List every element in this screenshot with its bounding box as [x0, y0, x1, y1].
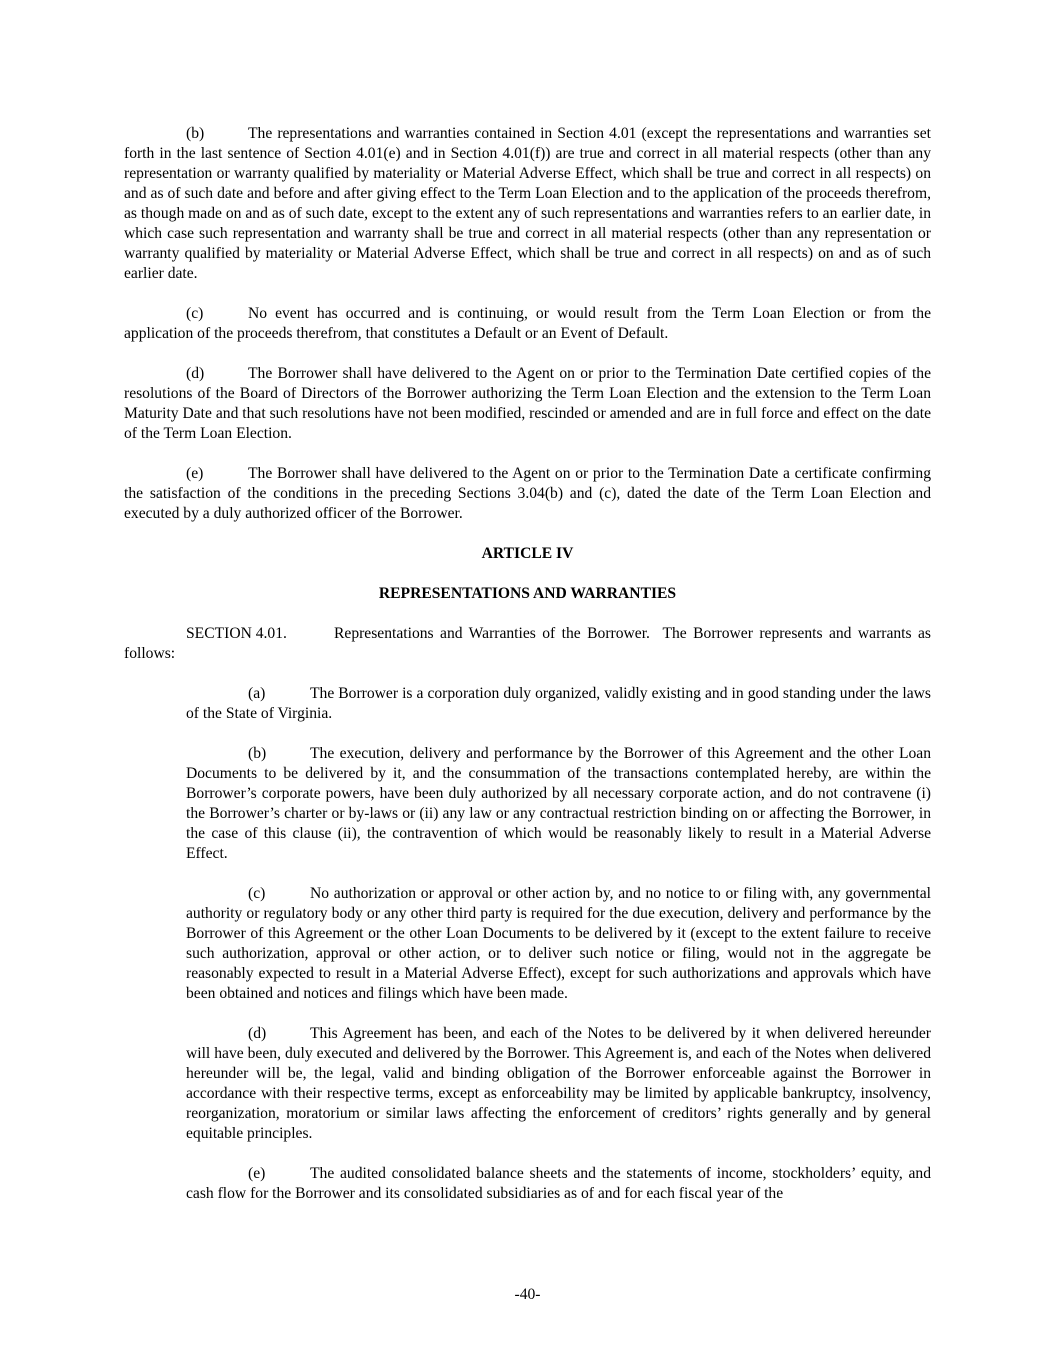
paragraph-d: [124, 364, 931, 444]
paragraph-e: [124, 464, 931, 524]
section-4-01: [124, 624, 931, 664]
paragraph-text: The Borrower shall have delivered to the Agent on or prior to the Termination Date certified copies of the resolutions of the Board of Directors of the Borrower authorizing the Term Loan Election and the extension to the Term Loan Maturity Date and that such resolutions have not been modified, rescinded or amended and are in full force and effect on the date of the Term Loan Election.: [124, 365, 931, 442]
paragraph-label: (d): [186, 365, 205, 382]
subparagraph-text: The execution, delivery and performance by the Borrower of this Agreement and the other Loan Documents to be delivered by it, and the consummation of the transactions contemplated hereby, are within the Borrower’s corporate powers, have been duly authorized by all necessary corporate action, and do not contravene (i) the Borrower’s charter or by-laws or (ii) any law or any contractual restriction binding on or affecting the Borrower, in the case of this clause (ii), the contravention of which would be reasonably likely to result in a Material Adverse Effect.: [186, 745, 931, 862]
subparagraph-text: This Agreement has been, and each of the Notes to be delivered by it when delivered hereunder will have been, duly executed and delivered by the Borrower. This Agreement is, and each of the Notes when delivered hereunder will be, the legal, valid and binding obligation of the Borrower enforceable against the Borrower in accordance with their respective terms, except as enforceability may be limited by applicable bankruptcy, insolvency, reorganization, moratorium or similar laws affecting the enforcement of creditors’ rights generally and by general equitable principles.: [186, 1025, 931, 1142]
paragraph-text: The Borrower shall have delivered to the Agent on or prior to the Termination Date a certificate confirming the satisfaction of the conditions in the preceding Sections 3.04(b) and (c), dated the date of the Term Loan Election and executed by a duly authorized officer of the Borrower.: [124, 465, 931, 522]
subparagraph-text: The Borrower is a corporation duly organized, validly existing and in good standing under the laws of the State of Virginia.: [186, 685, 931, 722]
section-number: SECTION 4.01.: [186, 625, 287, 642]
page-number: -40-: [514, 1286, 541, 1303]
subparagraph-e: [186, 1164, 931, 1204]
subparagraph-label: (b): [248, 745, 267, 762]
subparagraph-text: No authorization or approval or other action by, and no notice to or filing with, any governmental authority or regulatory body or any other third party is required for the due execution, delivery and performance by the Borrower of this Agreement or the other Loan Documents to be delivered by it (except to the extent failure to receive such authorization, approval or other action, or to deliver such notice or filing, would not in the aggregate be reasonably expected to result in a Material Adverse Effect), except for such authorizations and approvals which have been obtained and notices and filings which have been made.: [186, 885, 931, 1002]
page-body: [124, 124, 931, 1224]
paragraph-b: [124, 124, 931, 284]
subparagraph-label: (d): [248, 1025, 267, 1042]
subparagraph-label: (c): [248, 885, 266, 902]
section-text: The Borrower represents and warrants as follows:: [124, 625, 931, 662]
paragraph-label: (b): [186, 125, 205, 142]
article-title: REPRESENTATIONS AND WARRANTIES: [378, 585, 677, 602]
subparagraph-label: (a): [248, 685, 266, 702]
paragraph-text: No event has occurred and is continuing, or would result from the Term Loan Election or from the application of the proceeds therefrom, that constitutes a Default or an Event of Default.: [124, 305, 931, 342]
subparagraph-text: The audited consolidated balance sheets and the statements of income, stockholders’ equity, and cash flow for the Borrower and its consolidated subsidiaries as of and for each fiscal year of the: [186, 1165, 931, 1202]
paragraph-text: The representations and warranties contained in Section 4.01 (except the representations and warranties set forth in the last sentence of Section 4.01(e) and in Section 4.01(f)) are true and correct in all material respects (other than any representation or warranty qualified by materiality or Material Adverse Effect, which shall be true and correct in all respects) on and as of such date and before and after giving effect to the Term Loan Election and to the application of the proceeds therefrom, as though made on and as of such date, except to the extent any of such representations and warranties refers to an earlier date, in which case such representation and warranty shall be true and correct in all material respects (other than any representation or warranty qualified by materiality or Material Adverse Effect, which shall be true and correct in all respects) on and as of such earlier date.: [124, 125, 931, 282]
subparagraph-label: (e): [248, 1165, 266, 1182]
subparagraph-a: [186, 684, 931, 724]
paragraph-c: [124, 304, 931, 344]
paragraph-label: (c): [186, 305, 204, 322]
paragraph-label: (e): [186, 465, 204, 482]
subparagraph-d: [186, 1024, 931, 1144]
section-title: Representations and Warranties of the Borrower.: [334, 625, 650, 642]
article-number: ARTICLE IV: [481, 545, 574, 562]
subparagraph-c: [186, 884, 931, 1004]
subparagraph-b: [186, 744, 931, 864]
